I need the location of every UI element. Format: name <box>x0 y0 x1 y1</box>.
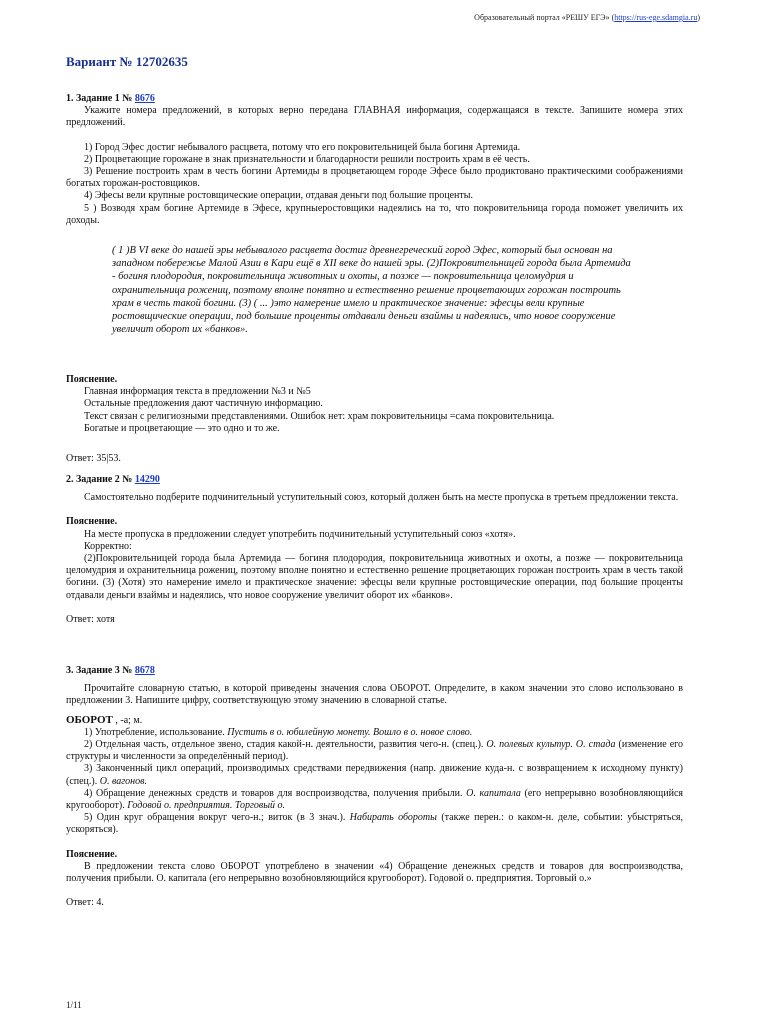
task3-meaning-1: 1) Употребление, использование. Пустить в о. юбилейную монету. Вошло в о. новое слово. <box>84 726 473 738</box>
task3-title: 3. Задание 3 № <box>66 665 135 676</box>
task2-explanation-title: Пояснение. <box>66 516 118 528</box>
task1-explanation-title: Пояснение. <box>66 374 118 385</box>
task3-header <box>66 665 683 677</box>
task2 <box>66 474 683 626</box>
task1-explanation <box>66 374 683 465</box>
task2-answer: Ответ: хотя <box>66 613 115 625</box>
task1-option-5: 5 ) Возводя храм богине Артемиде в Эфесе, крупныеростовщики надеялись на то, что покровительница города поможет увеличить их доходы. <box>66 202 683 226</box>
task2-link[interactable]: 14290 <box>134 474 160 485</box>
task2-explanation-line-2: Корректно: <box>84 540 132 552</box>
variant-title: Вариант № 12702635 <box>66 54 188 69</box>
task2-question: Самостоятельно подберите подчинительный уступительный союз, который должен быть на месте пропуска в третьем предложении текста. <box>84 492 679 504</box>
task1-option-1: 1) Город Эфес достиг небывалого расцвета, потому что его покровительницей была богиня Артемида. <box>84 141 521 153</box>
portal-header <box>474 13 700 22</box>
task1-title: 1. Задание 1 № <box>66 93 135 104</box>
task1-explanation-line-1: Главная информация текста в предложении №3 и №5 <box>84 386 311 398</box>
task1-question: Укажите номера предложений, в которых верно передана ГЛАВНАЯ информация, содержащаяся в тексте. Запишите номера этих предложений. <box>66 105 683 129</box>
task1-option-4: 4) Эфесы вели крупные ростовщические операции, отдавая деньги под большие проценты. <box>84 190 473 202</box>
task2-title: 2. Задание 2 № <box>66 474 135 485</box>
task2-explanation-line-1: На месте пропуска в предложении следует употребить подчинительный уступительный союз «хотя». <box>84 528 516 540</box>
task3-link[interactable]: 8678 <box>134 665 155 676</box>
task2-header <box>66 474 683 486</box>
task3-entry-head <box>66 714 683 727</box>
task3-question: Прочитайте словарную статью, в которой приведены значения слова ОБОРОТ. Определите, в каком значении это слово использовано в предложении 3. Напишите цифру, соответствующую этому значению в словарной статье. <box>66 683 683 707</box>
task3-explanation: В предложении текста слово ОБОРОТ употреблено в значении «4) Обращение денежных средств и товаров для воспроизводства, получения прибыли. О. капитала (его непрерывно возобновляющийся кругооборот). Годовой о. предприятия. Торговый о.» <box>66 860 683 885</box>
task3-explanation-title: Пояснение. <box>66 848 118 860</box>
task1-header <box>66 93 683 105</box>
task1-option-3: 3) Решение построить храм в честь богини Артемиды в процветающем городе Эфесе было продиктовано практическими соображениями богатых горожан-ростовщиков. <box>66 166 683 190</box>
task1-option-2: 2) Процветающие горожане в знак признательности и благодарности решили построить храм в её честь. <box>84 153 530 165</box>
task2-explanation-line-3: (2)Покровительницей города была Артемида — богиня плодородия, покровительница животных и охоты, а позже — покровительница целомудрия и охранительница рожениц, поэтому вполне понятно и естественно решение процветающих горожан построить храм в честь такой богини. (3) (Хотя) это намерение имело и практическое значение: эфесцы вели крупные ростовщические операции, под большие проценты отдавали деньги взаймы и надеялись, что новое сооружение увеличит оборот их «банков». <box>66 553 683 601</box>
task3-meaning-2: 2) Отдельная часть, отдельное звено, стадия какой-н. деятельности, развития чего-н. (спец.). О. полевых культур. О. стада (изменение его структуры и численности за определённый период). <box>66 739 683 763</box>
task1-link[interactable]: 8676 <box>134 93 155 104</box>
task1-explanation-line-3: Текст связан с религиозными представлениями. Ошибок нет: храм покровительницы =сама покровительница. <box>84 410 555 422</box>
task3-meaning-4: 4) Обращение денежных средств и товаров для воспроизводства, получения прибыли. О. капитала (его непрерывно возобновляющийся кругооборот). Годовой о. предприятия. Торговый о. <box>66 787 683 812</box>
task1-text: ( 1 )В VI веке до нашей эры небывалого расцвета достиг древнегреческий город Эфес, который был основан на западном побережье Малой Азии в Кари ещё в XII веке до нашей эры. (2)Покровительницей города была Артемида - богиня плодородия, покровительница животных и охоты, а позже — покровительница целомудрия и охранительница рожениц, поэтому вполне понятно и естественно решение процветающих горожан построить храм в честь такой богини. (3) ( ... )это намерение имело и практическое значение: эфесцы вели крупные ростовщические операции, под большие проценты отдавали деньги взаймы и надеялись, что новое сооружение увеличит оборот их «банков». <box>112 245 631 336</box>
task1-answer: Ответ: 35|53. <box>66 453 121 465</box>
portal-close: ) <box>697 13 700 22</box>
task3-entry-word: ОБОРОТ <box>66 713 113 726</box>
task3-entry-grammar: , -а; м. <box>112 714 143 726</box>
page-number: 1/11 <box>66 1000 82 1010</box>
task1-explanation-line-2: Остальные предложения дают частичную информацию. <box>84 398 323 410</box>
task3-meaning-5: 5) Один круг обращения вокруг чего-н.; виток (в 3 знач.). Набирать обороты (также перен.: о каком-н. деле, событии: убыстряться, ускоряться). <box>66 812 683 836</box>
portal-name: Образовательный портал «РЕШУ ЕГЭ» ( <box>474 13 615 22</box>
task3-answer: Ответ: 4. <box>66 897 104 909</box>
task1-explanation-line-4: Богатые и процветающие — это одно и то же. <box>84 422 280 434</box>
task1 <box>66 93 683 227</box>
task3 <box>66 665 683 909</box>
task3-meaning-3: 3) Законченный цикл операций, производимых средствами передвижения (напр. движение куда-н. с возвращением к исходному пункту) (спец.). О. вагонов. <box>66 763 683 787</box>
portal-link[interactable]: https://rus-ege.sdamgia.ru <box>614 13 698 22</box>
